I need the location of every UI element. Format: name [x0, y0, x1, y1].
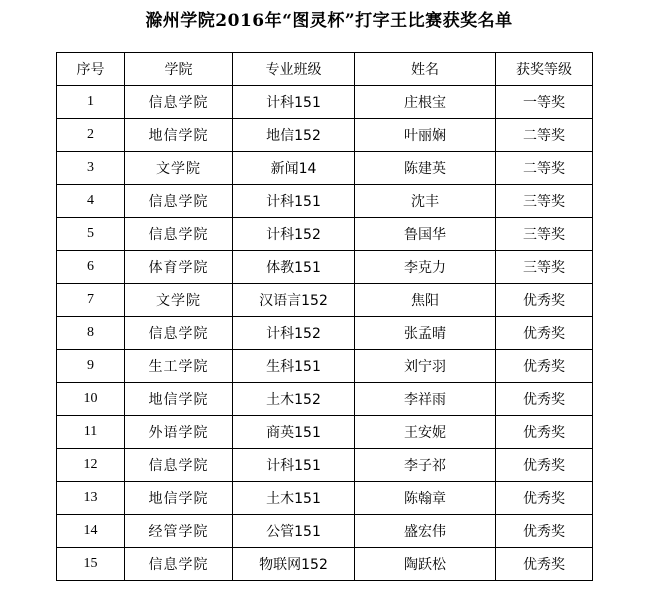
cell-class: 计科152 [233, 218, 355, 251]
cell-school: 信息学院 [125, 218, 233, 251]
cell-index: 9 [57, 350, 125, 383]
cell-class: 土木151 [233, 482, 355, 515]
table-row [57, 449, 593, 482]
table-row [57, 86, 593, 119]
cell-name: 庄根宝 [355, 86, 496, 119]
cell-class: 计科151 [233, 86, 355, 119]
cell-name: 王安妮 [355, 416, 496, 449]
cell-name: 叶丽娴 [355, 119, 496, 152]
cell-name: 陶跃松 [355, 548, 496, 581]
cell-school: 体育学院 [125, 251, 233, 284]
cell-name: 陈建英 [355, 152, 496, 185]
cell-school: 文学院 [125, 152, 233, 185]
cell-school: 地信学院 [125, 482, 233, 515]
table-row [57, 185, 593, 218]
table-body [57, 86, 593, 581]
cell-level: 二等奖 [496, 119, 593, 152]
cell-school: 信息学院 [125, 317, 233, 350]
table-row [57, 317, 593, 350]
cell-level: 优秀奖 [496, 515, 593, 548]
cell-level: 优秀奖 [496, 548, 593, 581]
cell-level: 优秀奖 [496, 383, 593, 416]
cell-school: 信息学院 [125, 86, 233, 119]
cell-level: 一等奖 [496, 86, 593, 119]
cell-class: 地信152 [233, 119, 355, 152]
cell-level: 优秀奖 [496, 482, 593, 515]
cell-class: 汉语言152 [233, 284, 355, 317]
table-row [57, 251, 593, 284]
cell-index: 12 [57, 449, 125, 482]
cell-school: 生工学院 [125, 350, 233, 383]
cell-level: 优秀奖 [496, 350, 593, 383]
cell-class: 商英151 [233, 416, 355, 449]
cell-class: 生科151 [233, 350, 355, 383]
cell-class: 土木152 [233, 383, 355, 416]
cell-index: 8 [57, 317, 125, 350]
table-row [57, 152, 593, 185]
page-title: 滁州学院2016年“图灵杯”打字王比赛获奖名单 [145, 11, 513, 31]
cell-index: 2 [57, 119, 125, 152]
cell-index: 11 [57, 416, 125, 449]
cell-school: 地信学院 [125, 119, 233, 152]
award-table [56, 52, 593, 581]
table-row [57, 284, 593, 317]
cell-level: 优秀奖 [496, 317, 593, 350]
table-row [57, 350, 593, 383]
table-header-row [57, 53, 593, 86]
cell-school: 经管学院 [125, 515, 233, 548]
header-class: 专业班级 [233, 53, 355, 86]
cell-index: 1 [57, 86, 125, 119]
cell-class: 物联网152 [233, 548, 355, 581]
cell-name: 张孟晴 [355, 317, 496, 350]
cell-level: 三等奖 [496, 218, 593, 251]
cell-level: 优秀奖 [496, 449, 593, 482]
cell-school: 地信学院 [125, 383, 233, 416]
table-row [57, 515, 593, 548]
cell-class: 计科151 [233, 185, 355, 218]
cell-name: 焦阳 [355, 284, 496, 317]
cell-index: 13 [57, 482, 125, 515]
header-level: 获奖等级 [496, 53, 593, 86]
cell-level: 优秀奖 [496, 416, 593, 449]
cell-index: 7 [57, 284, 125, 317]
table-row [57, 218, 593, 251]
table-row [57, 119, 593, 152]
cell-index: 10 [57, 383, 125, 416]
cell-school: 信息学院 [125, 449, 233, 482]
header-index: 序号 [57, 53, 125, 86]
cell-school: 信息学院 [125, 548, 233, 581]
cell-index: 6 [57, 251, 125, 284]
cell-level: 三等奖 [496, 185, 593, 218]
cell-name: 盛宏伟 [355, 515, 496, 548]
cell-level: 三等奖 [496, 251, 593, 284]
cell-name: 李克力 [355, 251, 496, 284]
cell-index: 4 [57, 185, 125, 218]
cell-index: 15 [57, 548, 125, 581]
cell-name: 沈丰 [355, 185, 496, 218]
cell-class: 计科151 [233, 449, 355, 482]
header-school: 学院 [125, 53, 233, 86]
cell-class: 新闻14 [233, 152, 355, 185]
cell-class: 计科152 [233, 317, 355, 350]
cell-school: 外语学院 [125, 416, 233, 449]
cell-school: 信息学院 [125, 185, 233, 218]
cell-name: 李子祁 [355, 449, 496, 482]
cell-name: 鲁国华 [355, 218, 496, 251]
cell-name: 李祥雨 [355, 383, 496, 416]
cell-index: 5 [57, 218, 125, 251]
table-row [57, 383, 593, 416]
table-row [57, 416, 593, 449]
header-name: 姓名 [355, 53, 496, 86]
cell-level: 优秀奖 [496, 284, 593, 317]
cell-level: 二等奖 [496, 152, 593, 185]
cell-school: 文学院 [125, 284, 233, 317]
cell-class: 公管151 [233, 515, 355, 548]
cell-index: 3 [57, 152, 125, 185]
table-row [57, 482, 593, 515]
cell-name: 刘宁羽 [355, 350, 496, 383]
cell-name: 陈翰章 [355, 482, 496, 515]
table-row [57, 548, 593, 581]
cell-class: 体教151 [233, 251, 355, 284]
cell-index: 14 [57, 515, 125, 548]
